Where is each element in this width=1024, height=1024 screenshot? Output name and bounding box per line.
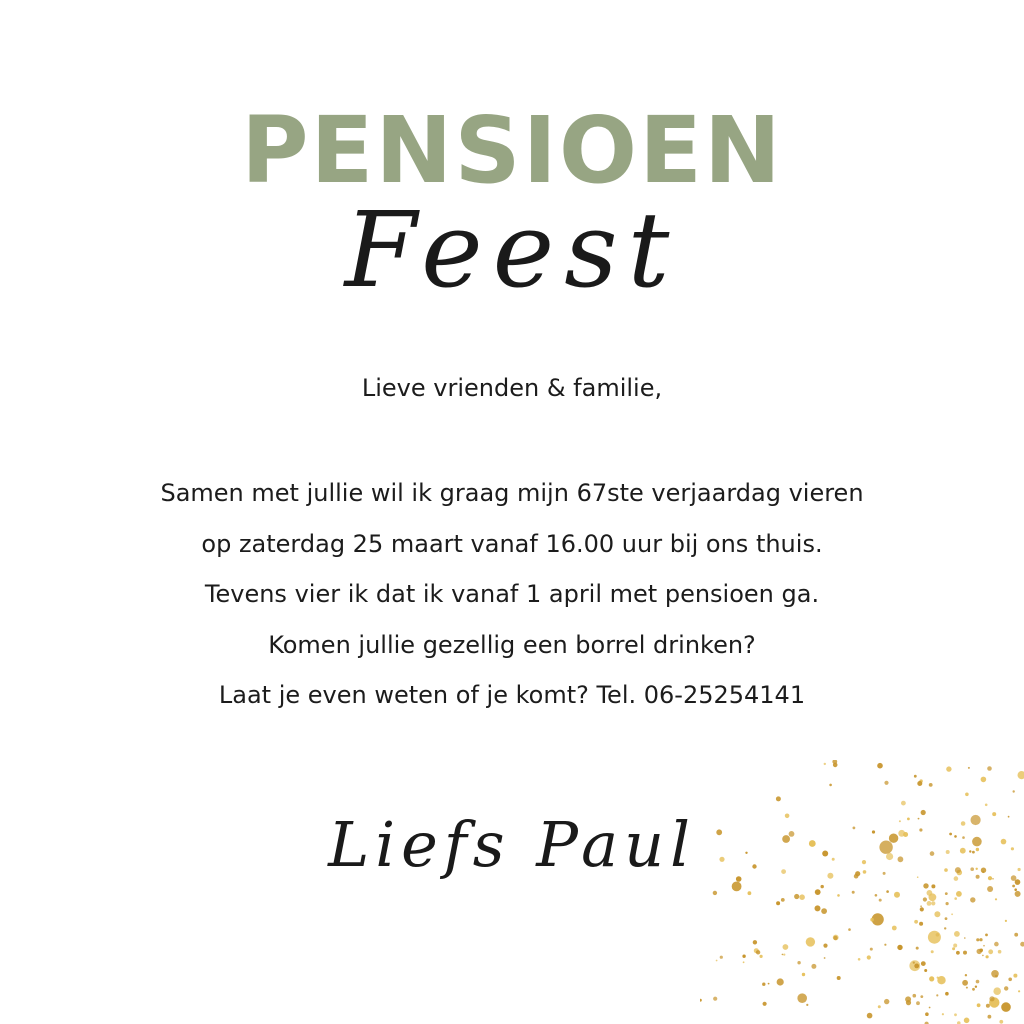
confetti-dot [972, 837, 982, 847]
confetti-dot [753, 940, 757, 944]
confetti-dot [797, 993, 807, 1003]
confetti-dot [917, 876, 919, 878]
confetti-dot [920, 907, 924, 911]
card-subtitle-script: Feest [344, 189, 680, 311]
confetti-dot [927, 901, 932, 906]
confetti-dot [1013, 974, 1017, 978]
confetti-dot [1004, 986, 1008, 990]
confetti-dot [858, 958, 861, 961]
confetti-dot [923, 883, 928, 888]
confetti-dot [1011, 847, 1014, 850]
confetti-dot [898, 856, 904, 862]
confetti-dot [748, 891, 752, 895]
confetti-dot [956, 891, 962, 897]
confetti-dot [1005, 920, 1007, 922]
confetti-dot [954, 1013, 957, 1016]
confetti-dot [988, 876, 992, 880]
confetti-dot [992, 812, 996, 816]
confetti-dot [983, 945, 985, 947]
confetti-dot [968, 767, 970, 769]
confetti-dot [920, 905, 922, 907]
confetti-dot [992, 878, 994, 880]
confetti-dot [781, 869, 786, 874]
confetti-dot [952, 947, 955, 950]
confetti-dot [713, 997, 717, 1001]
confetti-dot [781, 898, 785, 902]
confetti-dot [720, 956, 723, 959]
confetti-dot [863, 870, 867, 874]
confetti-dot [945, 917, 948, 920]
confetti-dot [789, 831, 795, 837]
confetti-dot [879, 841, 892, 854]
confetti-dot [884, 944, 886, 946]
confetti-dot [931, 901, 935, 905]
confetti-dot [716, 960, 718, 962]
confetti-dot [924, 969, 927, 972]
confetti-dot [921, 961, 926, 966]
confetti-dot [946, 850, 950, 854]
confetti-dot [837, 976, 841, 980]
confetti-dot [951, 913, 953, 915]
confetti-dot [855, 871, 860, 876]
confetti-dot [889, 834, 898, 843]
confetti-dot [894, 892, 900, 898]
confetti-dot [1011, 875, 1017, 881]
confetti-dot [976, 848, 979, 851]
confetti-dot [821, 885, 824, 888]
message-line-4: Komen jullie gezellig een borrel drinken? [268, 630, 756, 659]
confetti-dot [949, 833, 952, 836]
confetti-dot [995, 975, 998, 978]
confetti-dot [929, 1007, 931, 1009]
confetti-dot [931, 884, 935, 888]
confetti-dot [995, 898, 997, 900]
gold-confetti-icon [700, 760, 1024, 1024]
confetti-dot [916, 947, 919, 950]
confetti-dot [1001, 1002, 1011, 1012]
confetti-dot [732, 882, 742, 892]
confetti-dot [917, 781, 922, 786]
confetti-dot [934, 911, 940, 917]
confetti-dot [1018, 868, 1021, 871]
confetti-dot [862, 860, 866, 864]
confetti-dot [954, 835, 957, 838]
confetti-dot [944, 868, 948, 872]
confetti-dot [921, 810, 926, 815]
message-line-3: Tevens vier ik dat ik vanaf 1 april met pensioen ga. [204, 580, 820, 608]
confetti-dot [988, 949, 993, 954]
confetti-dot [811, 964, 816, 969]
confetti-dot [962, 980, 968, 986]
confetti-dot [971, 815, 981, 825]
confetti-dot [742, 955, 745, 958]
signature-script: Liefs Paul [328, 808, 696, 881]
confetti-dot [986, 955, 989, 958]
confetti-dot [942, 1013, 944, 1015]
confetti-dot [1018, 771, 1024, 779]
confetti-dot [783, 944, 789, 950]
confetti-dot [785, 814, 790, 819]
confetti-dot [700, 999, 702, 1002]
confetti-dot [867, 955, 871, 959]
confetti-dot [760, 955, 763, 958]
confetti-dot [965, 974, 967, 976]
confetti-dot [768, 983, 770, 985]
confetti-dot [815, 889, 821, 895]
confetti-dot [837, 894, 840, 897]
confetti-dot [970, 867, 974, 871]
confetti-dot [782, 835, 790, 843]
confetti-dot [977, 1003, 981, 1007]
confetti-dot [929, 976, 934, 981]
confetti-dot [956, 951, 960, 955]
confetti-dot [919, 922, 923, 926]
confetti-dot [914, 964, 919, 969]
confetti-dot [998, 950, 1002, 954]
confetti-dot [867, 1013, 873, 1019]
confetti-dot [901, 801, 906, 806]
card-title: PENSIOEN [241, 97, 783, 204]
confetti-dot [988, 1015, 992, 1019]
confetti-dot [745, 852, 747, 854]
greeting-text: Lieve vrienden & familie, [361, 374, 663, 402]
confetti-dot [965, 793, 969, 797]
confetti-dot [827, 873, 833, 879]
confetti-dot [976, 980, 980, 984]
confetti-dot [776, 796, 781, 801]
confetti-dot [994, 942, 999, 947]
confetti-dot [929, 783, 933, 787]
confetti-dot [944, 927, 946, 929]
confetti-dot [982, 955, 984, 957]
confetti-dot [877, 763, 883, 769]
message-line-1: Samen met jullie wil ik graag mijn 67ste verjaardag vieren [160, 479, 864, 507]
confetti-dot [981, 777, 987, 783]
confetti-dot [913, 962, 915, 964]
confetti-dot [886, 890, 889, 893]
confetti-dot [976, 938, 979, 941]
confetti-dot [782, 954, 784, 956]
confetti-dot [852, 891, 855, 894]
confetti-dot [982, 871, 984, 873]
confetti-dot [1008, 816, 1010, 818]
confetti-dot [743, 961, 745, 963]
confetti-dot [1001, 839, 1007, 845]
confetti-dot [993, 987, 1001, 995]
confetti-dot [752, 864, 756, 868]
confetti-dot [954, 931, 960, 937]
confetti-dot [954, 876, 959, 881]
confetti-dot [970, 897, 975, 902]
confetti-dot [716, 829, 722, 835]
confetti-dot [829, 784, 832, 787]
confetti-dot [985, 934, 988, 937]
confetti-dot [946, 902, 949, 905]
confetti-dot [821, 908, 827, 914]
confetti-dot [946, 766, 951, 771]
confetti-dot [892, 926, 897, 931]
confetti-dot [914, 775, 917, 778]
confetti-dot [920, 995, 923, 998]
confetti-dot [966, 987, 968, 989]
confetti-dot [1015, 879, 1021, 885]
confetti-dot [918, 818, 920, 820]
confetti-dot [960, 848, 966, 854]
confetti-dot [955, 867, 961, 873]
confetti-dot [925, 1012, 929, 1016]
confetti-dot [872, 830, 875, 833]
confetti-dot [815, 905, 821, 911]
confetti-dot [1018, 990, 1020, 992]
confetti-dot [954, 897, 957, 900]
confetti-dot [879, 899, 882, 902]
invitation-message [0, 468, 1024, 721]
confetti-dot [927, 890, 933, 896]
confetti-dot [969, 850, 971, 852]
confetti-dot [806, 1004, 808, 1006]
confetti-dot [756, 950, 760, 954]
confetti-dot [883, 872, 886, 875]
confetti-dot [833, 936, 837, 940]
confetti-dot [937, 976, 945, 984]
confetti-dot [870, 948, 873, 951]
confetti-dot [824, 957, 826, 959]
confetti-dot [884, 999, 889, 1004]
confetti-dot [1020, 942, 1024, 947]
confetti-dot [953, 944, 957, 948]
confetti-dot [979, 938, 982, 941]
confetti-dot [945, 892, 948, 895]
confetti-dot [783, 954, 785, 956]
confetti-dot [823, 944, 827, 948]
confetti-dot [964, 1018, 970, 1024]
confetti-dot [719, 857, 724, 862]
confetti-dot [1014, 933, 1018, 937]
confetti-dot [964, 937, 966, 939]
confetti-dot [928, 931, 941, 944]
confetti-dot [762, 983, 765, 986]
confetti-dot [763, 1002, 767, 1006]
confetti-dot [962, 836, 965, 839]
confetti-dot [936, 994, 938, 996]
confetti-dot [999, 1020, 1003, 1024]
confetti-dot [1012, 885, 1015, 888]
confetti-dot [972, 988, 975, 991]
confetti-dot [977, 949, 982, 954]
confetti-dot [961, 821, 966, 826]
confetti-dot [976, 868, 978, 870]
confetti-dot [923, 897, 927, 901]
confetti-dot [809, 840, 816, 847]
confetti-dot [986, 1004, 990, 1008]
confetti-dot [797, 961, 800, 964]
confetti-dot [824, 763, 826, 765]
confetti-dot [776, 901, 780, 905]
confetti-dot [878, 1005, 881, 1008]
confetti-dot [963, 951, 967, 955]
confetti-dot [916, 1001, 920, 1005]
confetti-dot [1014, 888, 1017, 891]
confetti-dot [884, 781, 888, 785]
confetti-dot [987, 886, 993, 892]
confetti-dot [736, 876, 742, 882]
confetti-dot [899, 820, 901, 822]
confetti-dot [975, 986, 977, 988]
confetti-dot [848, 928, 851, 931]
confetti-dot [832, 858, 835, 861]
message-line-5: Laat je even weten of je komt? Tel. 06-25254141 [218, 681, 806, 709]
confetti-dot [1013, 790, 1015, 792]
confetti-dot [906, 1000, 911, 1005]
confetti-dot [713, 891, 717, 895]
confetti-dot [897, 945, 902, 950]
confetti-dot [930, 851, 935, 856]
confetti-dot [914, 920, 918, 924]
confetti-dot [919, 828, 922, 831]
confetti-dot [870, 918, 874, 922]
confetti-dot [853, 827, 856, 830]
confetti-dot [898, 830, 905, 837]
confetti-dot [875, 894, 878, 897]
confetti-dot [976, 875, 980, 879]
confetti-dot [987, 766, 992, 771]
confetti-dot [931, 950, 934, 953]
confetti-dot [1015, 891, 1021, 897]
confetti-dot [806, 937, 815, 946]
confetti-dot [989, 996, 994, 1001]
confetti-dot [907, 818, 910, 821]
confetti-dot [802, 973, 805, 976]
confetti-dot [1008, 978, 1012, 982]
confetti-dot [913, 994, 917, 998]
confetti-dot [945, 992, 949, 996]
confetti-dot [972, 851, 975, 854]
confetti-dot [777, 978, 784, 985]
message-line-2: op zaterdag 25 maart vanaf 16.00 uur bij ons thuis. [201, 529, 823, 558]
confetti-dot [822, 851, 828, 857]
confetti-dot [794, 894, 799, 899]
confetti-dot [799, 894, 805, 900]
confetti-dot [985, 804, 988, 807]
confetti-dot [886, 853, 893, 860]
